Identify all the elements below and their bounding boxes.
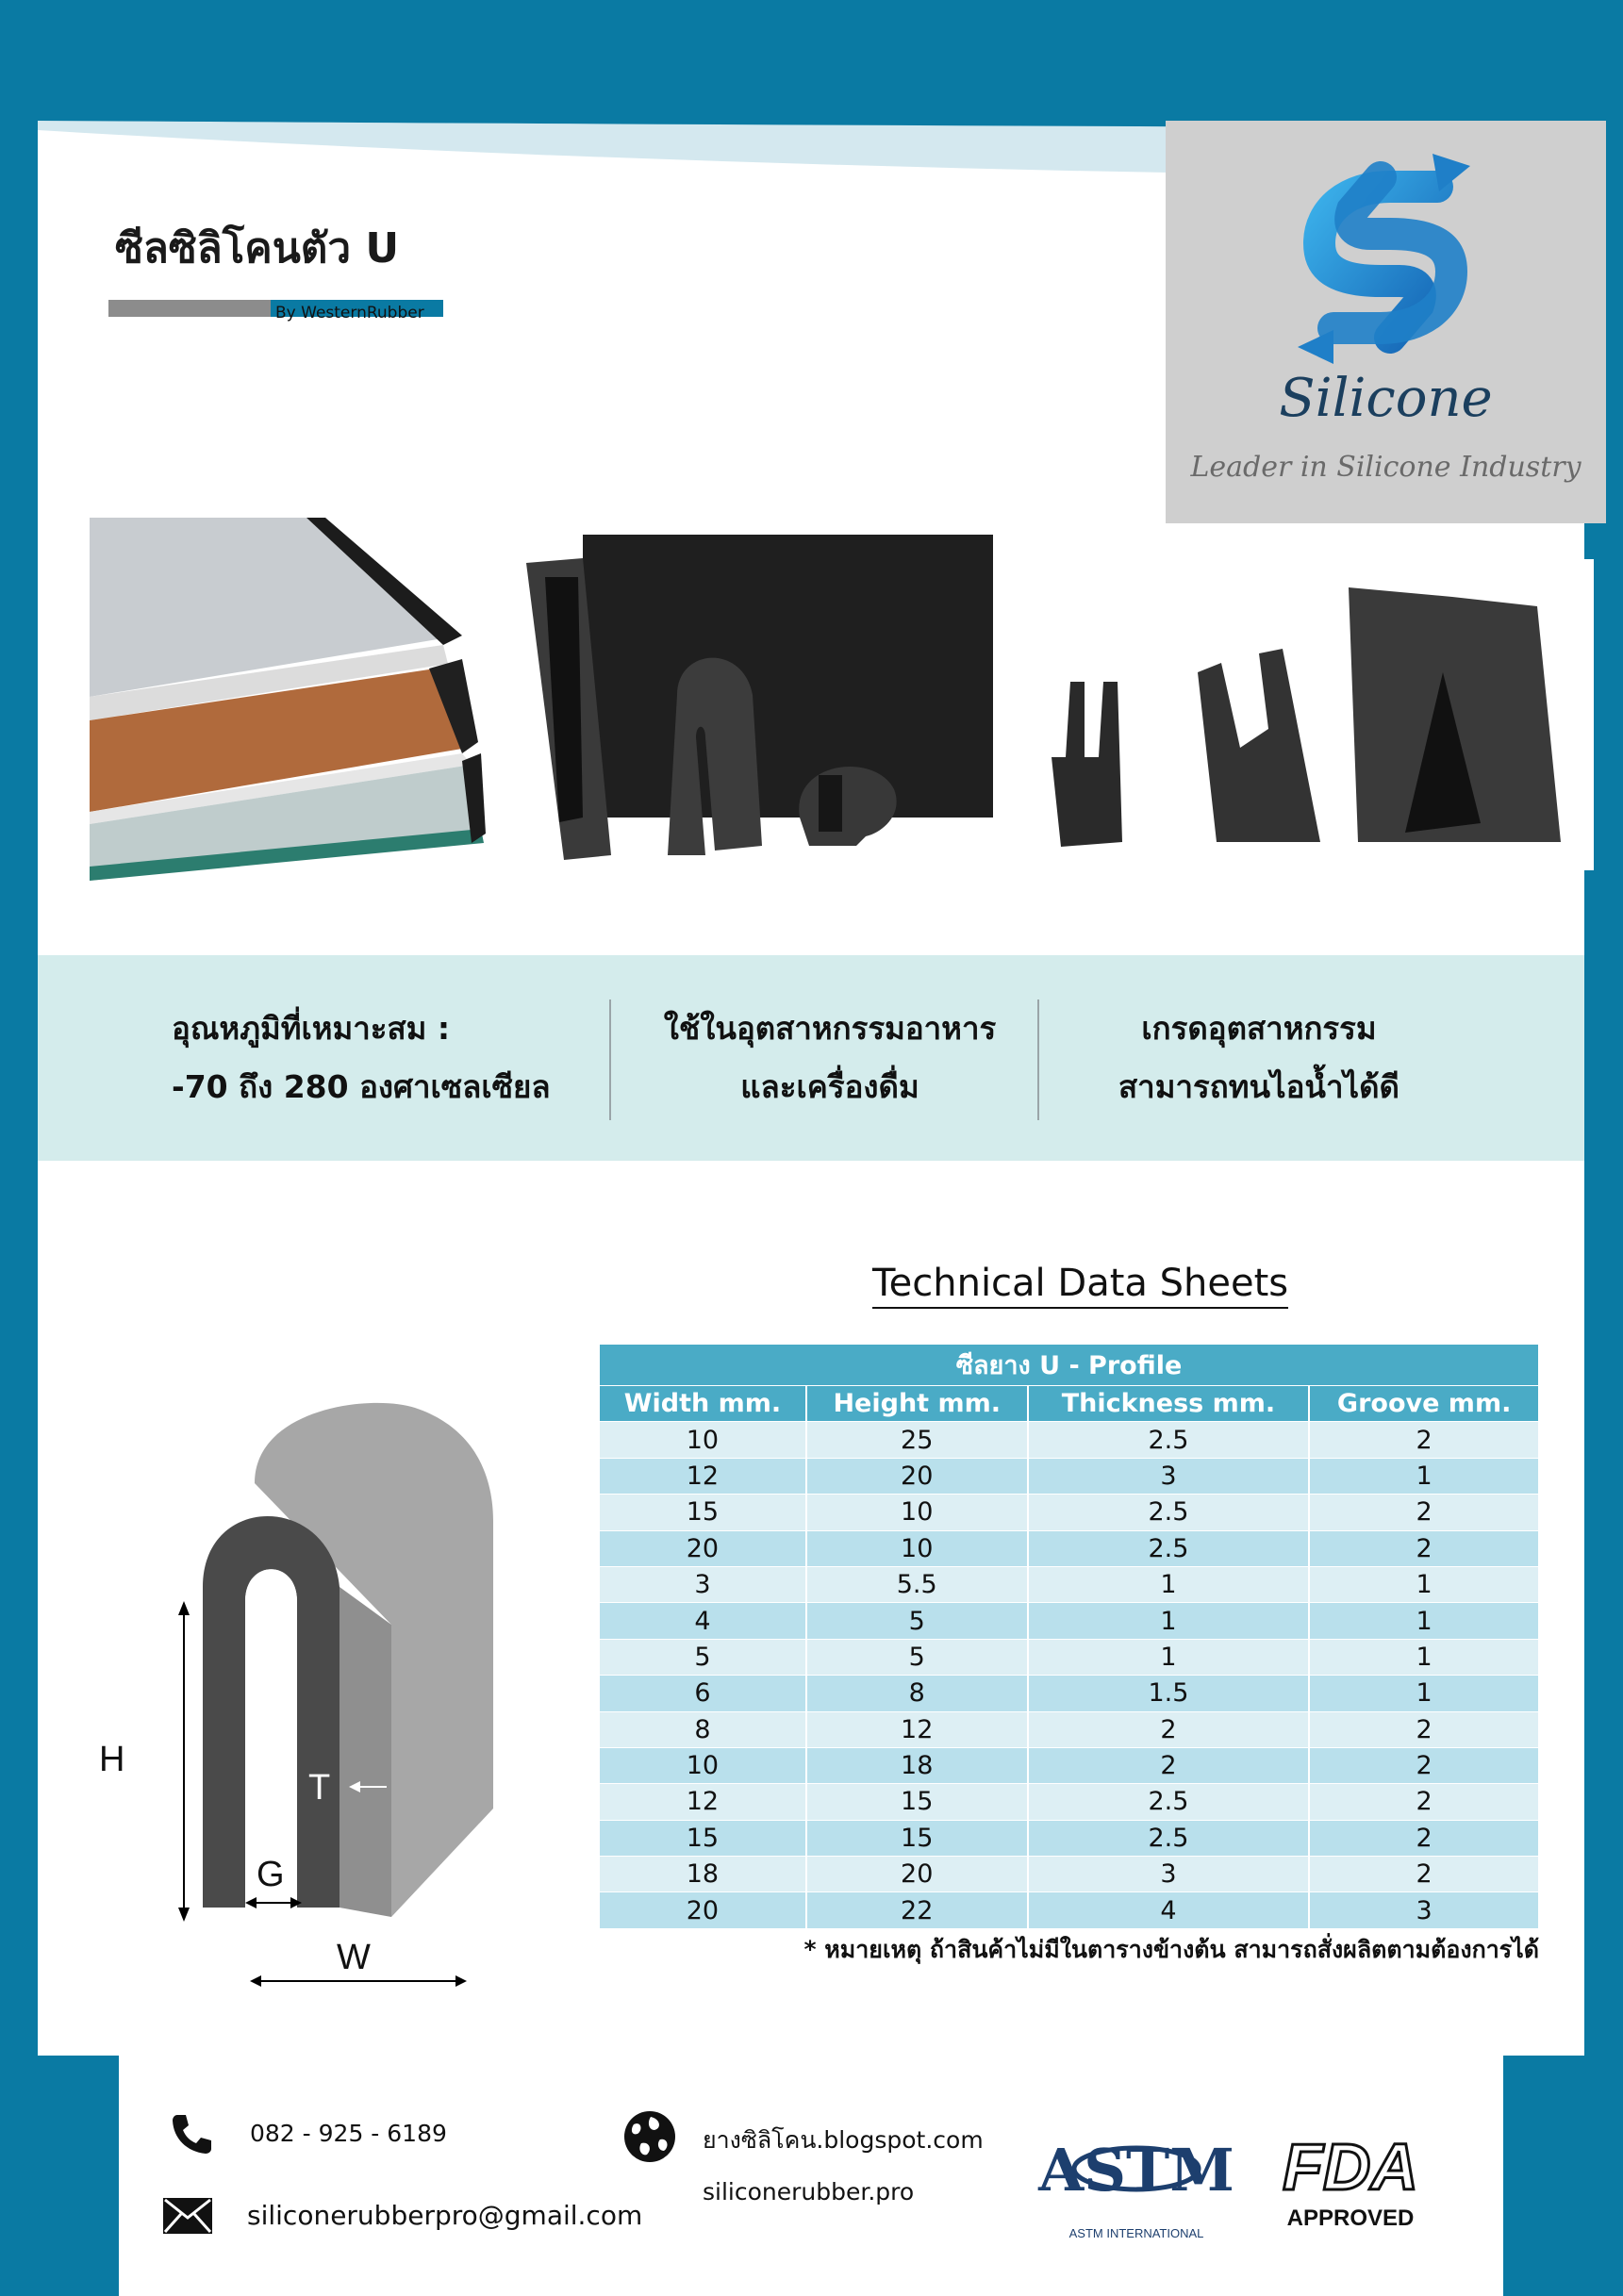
table-cell: 5.5 [806, 1566, 1028, 1602]
table-cell: 5 [600, 1639, 806, 1675]
table-cell: 4 [1028, 1892, 1310, 1928]
feature-divider [609, 999, 611, 1120]
table-row [600, 1458, 1539, 1494]
table-cell: 2.5 [1028, 1820, 1310, 1856]
email-address[interactable]: siliconerubberpro@gmail.com [247, 2200, 643, 2231]
table-cell: 15 [600, 1495, 806, 1530]
feature-divider [1037, 999, 1039, 1120]
table-cell: 12 [600, 1458, 806, 1494]
blog-link[interactable]: ยางซิลิโคน.blogspot.com [703, 2126, 984, 2154]
fda-approved-logo [1275, 2131, 1426, 2235]
fda-mark: FDA [1283, 2130, 1418, 2204]
table-cell: 2.5 [1028, 1530, 1310, 1566]
table-row [600, 1639, 1539, 1675]
product-photo-u-profiles [526, 535, 993, 884]
title-underline-gray [108, 300, 278, 317]
table-cell: 18 [600, 1857, 806, 1892]
table-cell: 8 [600, 1711, 806, 1747]
table-cell: 10 [600, 1422, 806, 1458]
table-cell: 2 [1309, 1857, 1539, 1892]
table-row [600, 1892, 1539, 1928]
table-cell: 10 [806, 1530, 1028, 1566]
table-cell: 3 [1028, 1857, 1310, 1892]
phone-number[interactable]: 082 - 925 - 6189 [250, 2120, 447, 2147]
svg-text:ASTM: ASTM [1038, 2136, 1234, 2205]
table-row [600, 1857, 1539, 1892]
byline: By WesternRubber [275, 304, 424, 322]
diagram-label-t: T [308, 1768, 331, 1808]
table-cell: 1 [1309, 1639, 1539, 1675]
table-cell: 22 [806, 1892, 1028, 1928]
table-cell: 20 [806, 1458, 1028, 1494]
table-cell: 2 [1309, 1747, 1539, 1783]
diagram-label-h: H [99, 1740, 125, 1779]
feature-line: และเครื่องดื่ม [740, 1068, 919, 1105]
feature-temperature [172, 955, 587, 1161]
table-cell: 5 [806, 1603, 1028, 1639]
column-header: Thickness mm. [1028, 1386, 1310, 1422]
technical-data-title: Technical Data Sheets [872, 1262, 1288, 1309]
table-cell: 2 [1309, 1495, 1539, 1530]
table-cell: 10 [806, 1495, 1028, 1530]
table-cell: 1 [1028, 1566, 1310, 1602]
table-cell: 2.5 [1028, 1784, 1310, 1820]
silicone-s-icon [1277, 149, 1494, 371]
globe-icon [622, 2109, 677, 2164]
table-cell: 6 [600, 1676, 806, 1711]
table-cell: 1 [1309, 1603, 1539, 1639]
table-cell: 3 [1309, 1892, 1539, 1928]
table-cell: 2 [1309, 1422, 1539, 1458]
table-cell: 18 [806, 1747, 1028, 1783]
table-cell: 1.5 [1028, 1676, 1310, 1711]
table-cell: 1 [1028, 1603, 1310, 1639]
table-cell: 15 [806, 1820, 1028, 1856]
table-row [600, 1566, 1539, 1602]
product-photo-u-channels [1047, 559, 1594, 870]
table-cell: 20 [600, 1892, 806, 1928]
astm-logo [1038, 2117, 1234, 2249]
table-cell: 2 [1309, 1530, 1539, 1566]
astm-caption: ASTM INTERNATIONAL [1068, 2226, 1204, 2240]
page-title: ซีลซิลิโคนตัว U [115, 224, 400, 273]
u-profile-diagram [90, 1351, 580, 2011]
feature-line: อุณหภูมิที่เหมาะสม : [172, 1010, 451, 1047]
page-sheet [38, 121, 1584, 2056]
table-cell: 20 [600, 1530, 806, 1566]
fda-approved-text: APPROVED [1286, 2205, 1415, 2231]
table-cell: 2.5 [1028, 1422, 1310, 1458]
logo-tagline: Leader in Silicone Industry [1190, 451, 1582, 484]
table-cell: 2 [1309, 1784, 1539, 1820]
diagram-label-w: W [337, 1938, 371, 1977]
table-cell: 5 [806, 1639, 1028, 1675]
table-cell: 2 [1309, 1711, 1539, 1747]
table-cell: 1 [1028, 1639, 1310, 1675]
table-row [600, 1711, 1539, 1747]
feature-line: ใช้ในอุตสาหกรรมอาหาร [663, 1010, 997, 1047]
u-profile-spec-table [600, 1345, 1540, 1929]
footer [0, 2056, 1623, 2296]
table-row [600, 1820, 1539, 1856]
table-cell: 15 [600, 1820, 806, 1856]
diagram-label-g: G [257, 1855, 285, 1894]
table-row [600, 1747, 1539, 1783]
table-row [600, 1784, 1539, 1820]
website-link[interactable]: siliconerubber.pro [703, 2178, 915, 2205]
table-cell: 3 [600, 1566, 806, 1602]
table-cell: 20 [806, 1857, 1028, 1892]
table-row [600, 1676, 1539, 1711]
table-cell: 2 [1309, 1820, 1539, 1856]
table-cell: 1 [1309, 1458, 1539, 1494]
table-cell: 8 [806, 1676, 1028, 1711]
table-cell: 10 [600, 1747, 806, 1783]
feature-line: เกรดอุตสาหกรรม [1141, 1010, 1377, 1047]
table-cell: 25 [806, 1422, 1028, 1458]
phone-icon [170, 2112, 213, 2156]
column-header: Height mm. [806, 1386, 1028, 1422]
feature-food-industry [622, 955, 1037, 1161]
table-row [600, 1603, 1539, 1639]
top-frame [0, 0, 1623, 121]
table-row [600, 1495, 1539, 1530]
table-cell: 12 [600, 1784, 806, 1820]
column-header: Width mm. [600, 1386, 806, 1422]
table-cell: 2.5 [1028, 1495, 1310, 1530]
feature-steam-resistant [1052, 955, 1466, 1161]
feature-line: -70 ถึง 280 องศาเซลเซียล [172, 1068, 551, 1105]
table-cell: 4 [600, 1603, 806, 1639]
table-cell: 15 [806, 1784, 1028, 1820]
table-cell: 12 [806, 1711, 1028, 1747]
email-icon [162, 2197, 213, 2235]
product-photo-edge-trims [90, 518, 486, 881]
table-cell: 3 [1028, 1458, 1310, 1494]
features-band [38, 955, 1584, 1161]
table-row [600, 1422, 1539, 1458]
table-row [600, 1530, 1539, 1566]
custom-order-note: * หมายเหตุ ถ้าสินค้าไม่มีในตารางข้างต้น สามารถสั่งผลิตตามต้องการได้ [803, 1936, 1539, 1963]
feature-line: สามารถทนไอน้ำได้ดี [1118, 1068, 1399, 1105]
column-header: Groove mm. [1309, 1386, 1539, 1422]
brand-logo [1166, 121, 1606, 523]
table-cell: 2 [1028, 1711, 1310, 1747]
table-cell: 2 [1028, 1747, 1310, 1783]
logo-wordmark: Silicone [1279, 368, 1493, 429]
table-cell: 1 [1309, 1566, 1539, 1602]
table-title: ซีลยาง U - Profile [600, 1345, 1539, 1386]
table-cell: 1 [1309, 1676, 1539, 1711]
